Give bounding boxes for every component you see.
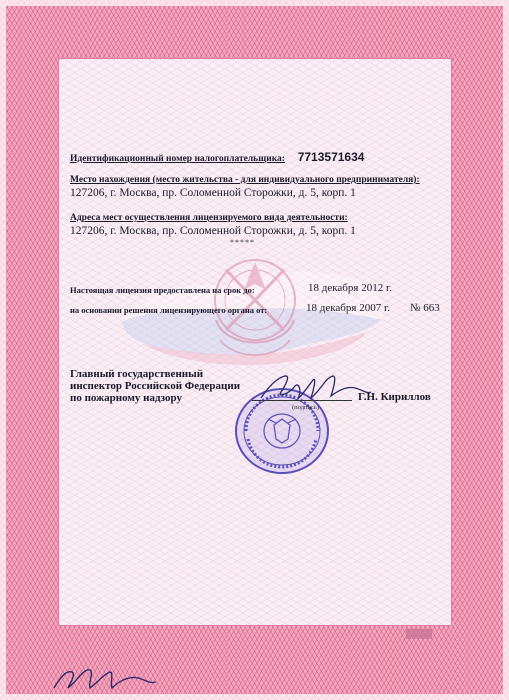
signatory-title bbox=[70, 368, 240, 404]
tax-id-label: Идентификационный номер налогоплательщика: bbox=[70, 154, 285, 164]
signatory-name: Г.Н. Кириллов bbox=[358, 391, 431, 403]
signatory-title-line1: Главный государственный bbox=[70, 368, 204, 380]
location-label: Место нахождения (место жительства - для индивидуального предпринимателя): bbox=[70, 175, 420, 185]
inspector-signature bbox=[255, 368, 375, 408]
decision-label: на основании решения лицензирующего органа от: bbox=[70, 305, 268, 315]
activity-label-row bbox=[70, 211, 348, 223]
decision-date: 18 декабря 2007 г. bbox=[306, 302, 390, 314]
tax-id-value: 7713571634 bbox=[297, 150, 365, 164]
signature-line bbox=[252, 400, 352, 401]
activity-address-label: Адреса мест осуществления лицензируемого вида деятельности: bbox=[70, 213, 348, 223]
bottom-signature bbox=[50, 660, 160, 694]
signatory-title-line2: инспектор Российской Федерации bbox=[70, 380, 241, 392]
decision-row bbox=[70, 304, 267, 316]
tax-id-row bbox=[70, 150, 364, 164]
location-label-row bbox=[70, 173, 420, 185]
separator: ***** bbox=[230, 238, 255, 247]
signature-caption: (подпись) bbox=[292, 404, 319, 411]
term-label: Настоящая лицензия предоставлена на срок до: bbox=[70, 285, 255, 295]
term-value: 18 декабря 2012 г. bbox=[308, 282, 392, 294]
term-row bbox=[70, 284, 255, 296]
activity-address-value: 127206, г. Москва, пр. Соломенной Сторожки, д. 5, корп. 1 bbox=[70, 225, 356, 237]
signatory-title-line3: по пожарному надзору bbox=[70, 392, 182, 404]
decision-number: № 663 bbox=[410, 302, 440, 314]
serial-watermark: ▓▓▓▓ bbox=[406, 628, 433, 638]
location-value: 127206, г. Москва, пр. Соломенной Сторожки, д. 5, корп. 1 bbox=[70, 187, 356, 199]
